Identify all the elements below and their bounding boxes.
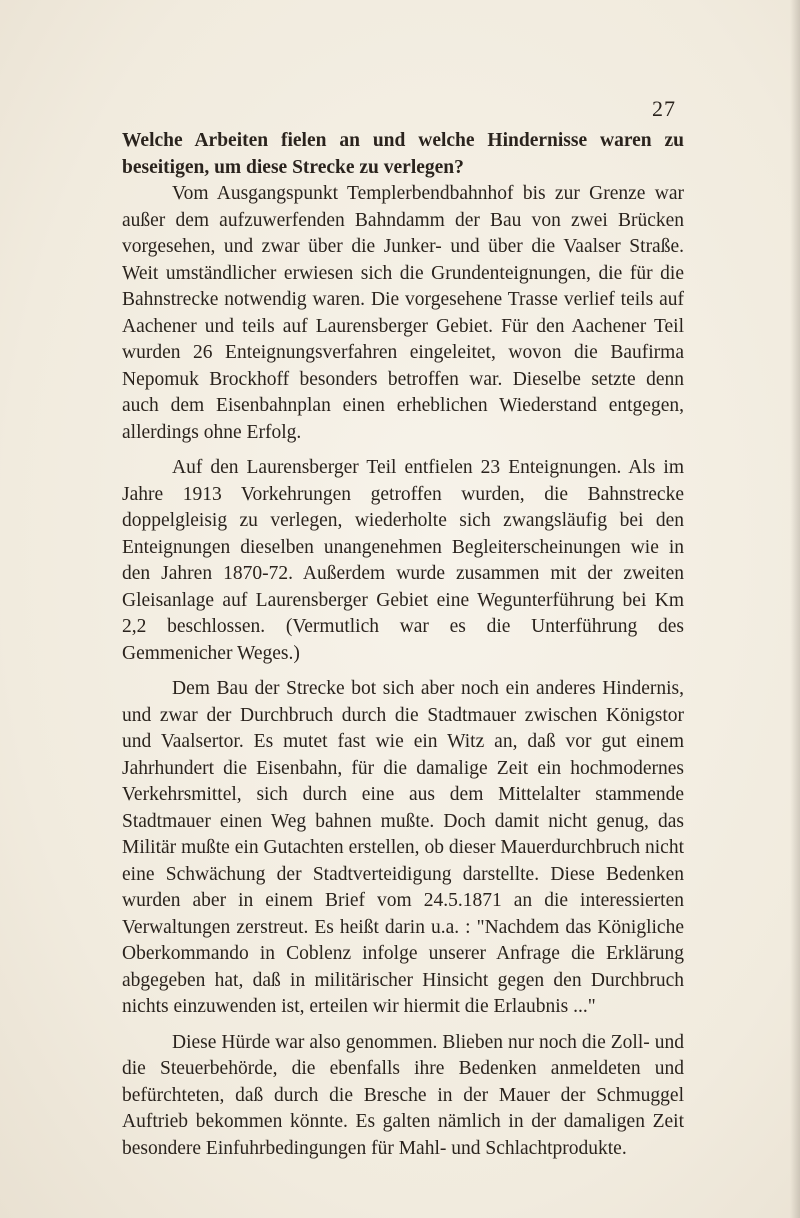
- page-edge-shadow: [790, 0, 800, 1218]
- paragraph: Dem Bau der Strecke bot sich aber noch ein anderes Hindernis, und zwar der Durchbruch durch die Stadtmauer zwischen Königstor und Vaalsertor. Es mutet fast wie ein Witz an, daß vor gut einem Jahrhundert die Eisenbahn, für die damalige Zeit ein hochmodernes Verkehrsmittel, sich durch eine aus dem Mittelalter stammende Stadtmauer einen Weg bahnen mußte. Doch damit nicht genug, das Militär mußte ein Gutachten erstellen, ob dieser Mauerdurchbruch nicht eine Schwächung der Stadtverteidigung darstellte. Diese Bedenken wurden aber in einem Brief vom 24.5.1871 an die interessierten Verwaltungen zerstreut. Es heißt darin u.a. : "Nachdem das Königliche Oberkommando in Coblenz infolge unserer Anfrage die Erklärung abgegeben hat, daß in militärischer Hinsicht gegen den Durchbruch nichts einzuwenden ist, erteilen wir hiermit die Erlaubnis ...": [122, 678, 684, 1017]
- paragraph: Vom Ausgangspunkt Templerbendbahnhof bis zur Grenze war außer dem aufzuwerfenden Bahndamm der Bau von zwei Brücken vorgesehen, und zwar über die Junker- und über die Vaalser Straße. Weit umständlicher erwiesen sich die Grundenteignungen, die für die Bahnstrecke notwendig waren. Die vorgesehene Trasse verlief teils auf Aachener und teils auf Laurensberger Gebiet. Für den Aachener Teil wurden 26 Enteignungsverfahren eingeleitet, wovon die Baufirma Nepomuk Brockhoff besonders betroffen war. Dieselbe setzte denn auch dem Eisenbahnplan einen erheblichen Wiederstand entgegen, allerdings ohne Erfolg.: [122, 183, 684, 443]
- paragraph: Auf den Laurensberger Teil entfielen 23 Enteignungen. Als im Jahre 1913 Vorkehrungen getroffen wurden, die Bahnstrecke doppelgleisig zu verlegen, wiederholte sich zwangsläufig bei den Enteignungen dieselben unangenehmen Begleiterscheinungen wie in den Jahren 1870-72. Außerdem wurde zusammen mit der zweiten Gleisanlage auf Laurensberger Gebiet eine Wegunterführung bei Km 2,2 beschlossen. (Vermutlich war es die Unterführung des Gemmenicher Weges.): [122, 457, 684, 664]
- page-number: 27: [652, 96, 676, 121]
- section-heading: Welche Arbeiten fielen an und welche Hindernisse waren zu beseitigen, um diese Strecke zu verlegen?: [122, 130, 684, 178]
- paragraph: Diese Hürde war also genommen. Blieben nur noch die Zoll- und die Steuerbehörde, die ebenfalls ihre Bedenken anmeldeten und befürchteten, daß durch die Bresche in der Mauer der Schmuggel Auftrieb bekommen könnte. Es galten nämlich in der damaligen Zeit besondere Einfuhrbedingungen für Mahl- und Schlachtprodukte.: [122, 1031, 684, 1159]
- page-body: [122, 128, 684, 1162]
